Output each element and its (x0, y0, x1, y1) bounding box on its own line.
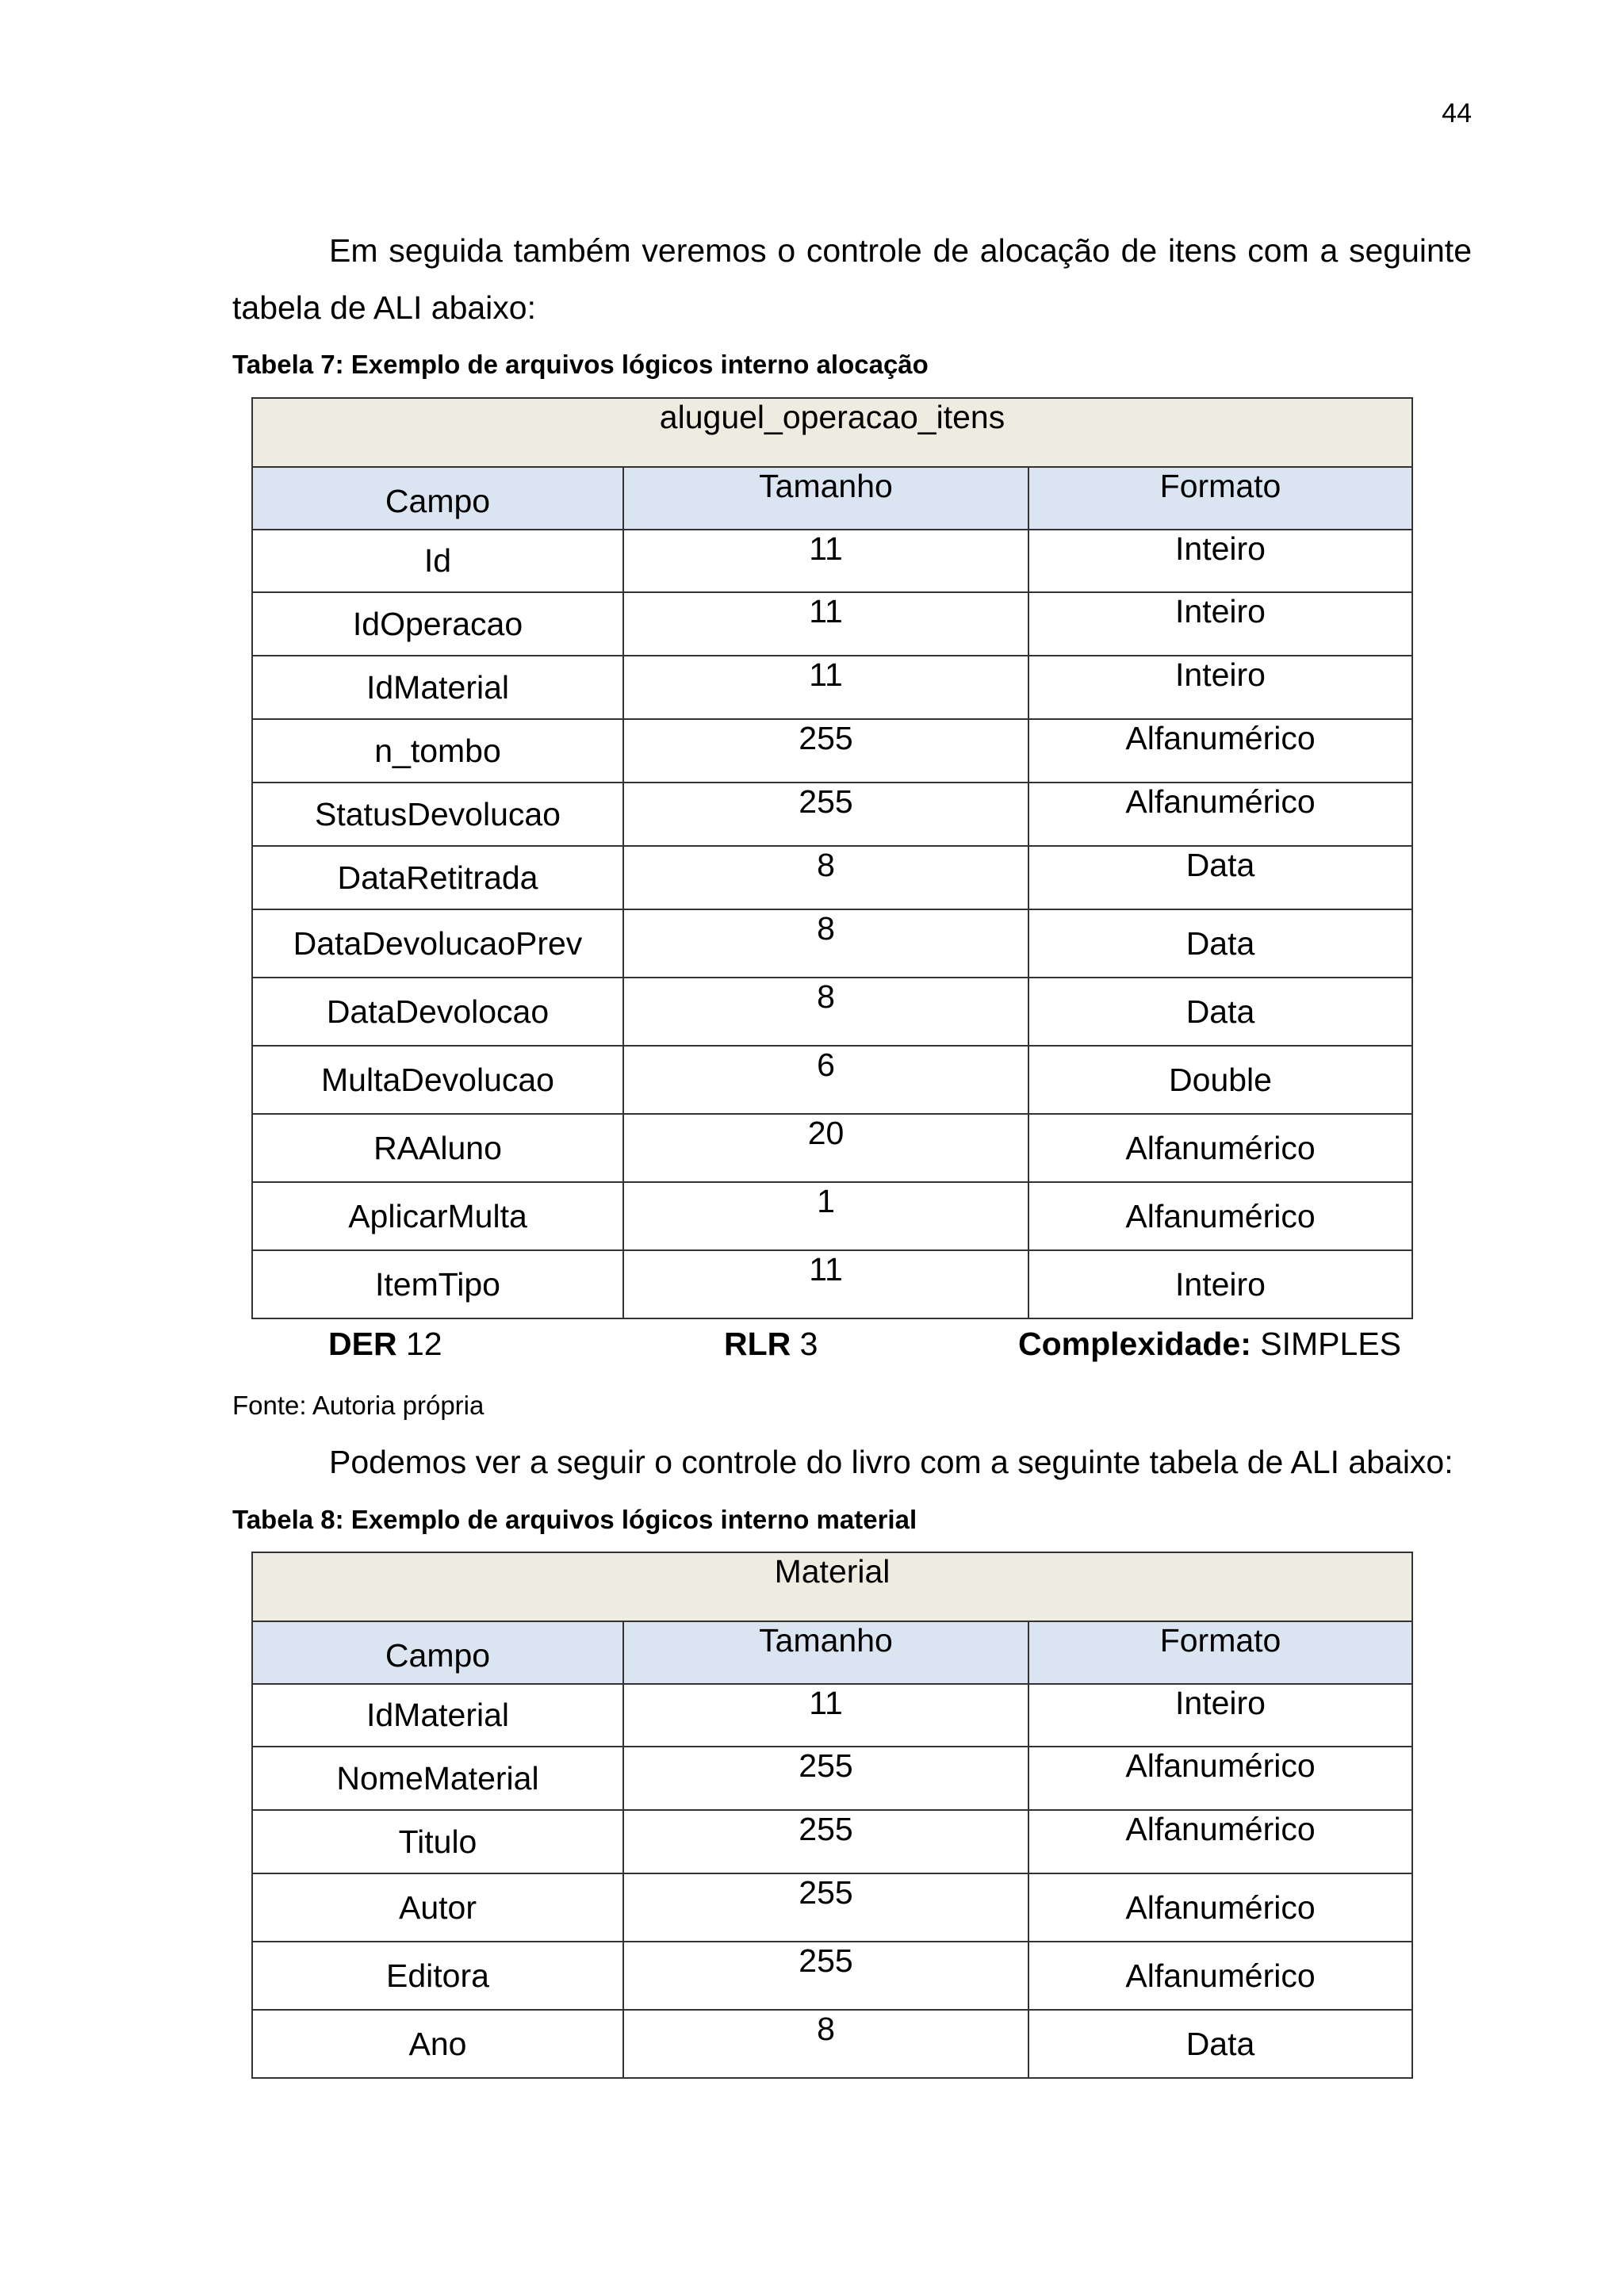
cell-tamanho: 255 (623, 719, 1028, 783)
cell-formato: Alfanumérico (1028, 719, 1412, 783)
cell-campo: Titulo (252, 1810, 623, 1873)
cell-tamanho: 8 (623, 909, 1028, 978)
table-7-caption: Tabela 7: Exemplo de arquivos lógicos interno alocação (232, 350, 929, 379)
cell-formato: Data (1028, 2010, 1412, 2078)
header-campo: Campo (252, 467, 623, 530)
table-aluguel-operacao-itens (251, 397, 1413, 1319)
table-title: aluguel_operacao_itens (252, 398, 1412, 467)
intro-paragraph: Em seguida também veremos o controle de alocação de itens com a seguinte tabela de ALI abaixo: (232, 232, 1472, 326)
table-source: Fonte: Autoria própria (232, 1391, 485, 1420)
cell-campo: n_tombo (252, 719, 623, 783)
cell-tamanho: 11 (623, 656, 1028, 719)
second-paragraph: Podemos ver a seguir o controle do livro com a seguinte tabela de ALI abaixo: (329, 1444, 1454, 1480)
cell-formato: Alfanumérico (1028, 1182, 1412, 1250)
header-tamanho: Tamanho (623, 467, 1028, 530)
cell-formato: Alfanumérico (1028, 1942, 1412, 2010)
cell-formato: Alfanumérico (1028, 1810, 1412, 1873)
cell-campo: IdMaterial (252, 1684, 623, 1747)
cell-campo: Id (252, 530, 623, 592)
cell-formato: Alfanumérico (1028, 1114, 1412, 1182)
der-label: DER (328, 1326, 397, 1362)
cell-formato: Inteiro (1028, 592, 1412, 656)
page-number: 44 (1442, 98, 1472, 128)
cell-tamanho: 255 (623, 1747, 1028, 1810)
table-row (252, 1747, 1412, 1810)
cell-tamanho: 8 (623, 846, 1028, 909)
table-row (252, 1182, 1412, 1250)
rlr-label: RLR (724, 1326, 791, 1362)
table-row (252, 978, 1412, 1046)
cell-campo: NomeMaterial (252, 1747, 623, 1810)
table-row (252, 1114, 1412, 1182)
cell-tamanho: 20 (623, 1114, 1028, 1182)
cell-campo: AplicarMulta (252, 1182, 623, 1250)
cell-campo: Autor (252, 1873, 623, 1942)
cell-tamanho: 255 (623, 1942, 1028, 2010)
cell-tamanho: 255 (623, 1810, 1028, 1873)
cell-campo: DataRetitrada (252, 846, 623, 909)
cell-campo: RAAluno (252, 1114, 623, 1182)
cell-campo: Editora (252, 1942, 623, 2010)
cell-formato: Alfanumérico (1028, 1747, 1412, 1810)
table-row (252, 1250, 1412, 1318)
cell-formato: Data (1028, 846, 1412, 909)
table-row (252, 1942, 1412, 2010)
cell-formato: Inteiro (1028, 530, 1412, 592)
cell-formato: Data (1028, 978, 1412, 1046)
cell-tamanho: 11 (623, 530, 1028, 592)
header-formato: Formato (1028, 467, 1412, 530)
table-8-caption: Tabela 8: Exemplo de arquivos lógicos interno material (232, 1505, 917, 1534)
table-row (252, 530, 1412, 592)
cell-formato: Inteiro (1028, 656, 1412, 719)
table-row (252, 2010, 1412, 2078)
cell-campo: DataDevolucaoPrev (252, 909, 623, 978)
table-row (252, 1046, 1412, 1114)
rlr-value: 3 (791, 1326, 818, 1362)
table-material (251, 1552, 1413, 2079)
table-row (252, 846, 1412, 909)
table-row (252, 1684, 1412, 1747)
table-row (252, 1810, 1412, 1873)
summary-rlr (724, 1326, 818, 1363)
cell-formato: Alfanumérico (1028, 783, 1412, 846)
cell-tamanho: 11 (623, 1250, 1028, 1318)
cell-formato: Alfanumérico (1028, 1873, 1412, 1942)
cell-campo: ItemTipo (252, 1250, 623, 1318)
cell-formato: Inteiro (1028, 1250, 1412, 1318)
cell-tamanho: 11 (623, 1684, 1028, 1747)
summary-der (328, 1326, 442, 1363)
cell-tamanho: 8 (623, 978, 1028, 1046)
cell-tamanho: 11 (623, 592, 1028, 656)
cell-tamanho: 8 (623, 2010, 1028, 2078)
table-title: Material (252, 1552, 1412, 1621)
cell-tamanho: 1 (623, 1182, 1028, 1250)
table-row (252, 909, 1412, 978)
summary-complexity (1018, 1326, 1401, 1363)
cell-campo: IdOperacao (252, 592, 623, 656)
cell-campo: IdMaterial (252, 656, 623, 719)
cell-campo: Ano (252, 2010, 623, 2078)
header-formato: Formato (1028, 1621, 1412, 1684)
table-row (252, 783, 1412, 846)
table-row (252, 719, 1412, 783)
header-tamanho: Tamanho (623, 1621, 1028, 1684)
cell-formato: Double (1028, 1046, 1412, 1114)
cell-formato: Data (1028, 909, 1412, 978)
cell-tamanho: 255 (623, 1873, 1028, 1942)
cell-tamanho: 255 (623, 783, 1028, 846)
cell-campo: DataDevolocao (252, 978, 623, 1046)
cell-campo: StatusDevolucao (252, 783, 623, 846)
table-row (252, 592, 1412, 656)
table-row (252, 1873, 1412, 1942)
cell-tamanho: 6 (623, 1046, 1028, 1114)
cell-formato: Inteiro (1028, 1684, 1412, 1747)
der-value: 12 (396, 1326, 442, 1362)
complexity-value: SIMPLES (1251, 1326, 1402, 1362)
cell-campo: MultaDevolucao (252, 1046, 623, 1114)
complexity-label: Complexidade: (1018, 1326, 1251, 1362)
header-campo: Campo (252, 1621, 623, 1684)
table-row (252, 656, 1412, 719)
